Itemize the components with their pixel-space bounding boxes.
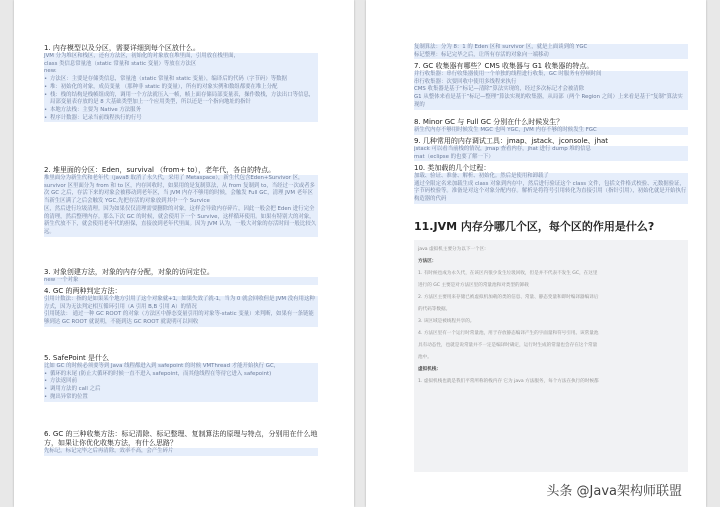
q10-line: 加载、验证、准备、解析、初始化。然后是使用和卸载了 (414, 173, 549, 179)
top-line: 标记整理：标记完毕之后，让所有存活的对象向一端移动 (414, 51, 549, 58)
grey-line: 进行的 GC 主要是对方法区里的常量池和对类型的卸载 (418, 283, 529, 288)
q1-bullet: • 栈：栈的结构是栈帧组成的，调用一个方法就压入一帧，帧上面存储局部变量表，操作数栈，方法出口等信息，局部变量表存放的是 8 大基础类型加上一个应用类型，所以还是一个指向地址的指针 (44, 92, 318, 107)
watermark: 头条 @Java架构师联盟 (546, 484, 682, 499)
question-7 (414, 62, 688, 110)
q5-bullet: • 抛出异常的位置 (44, 394, 318, 402)
q6-line: 先标记，标记完毕之后再清除，效率不高，会产生碎片 (44, 448, 318, 456)
question-6 (44, 430, 318, 456)
q5-bullet: • 循环的末尾 (防止大循环的时候一直不进入 safepoint，而其他线程在等待它进入 safepoint) (44, 371, 318, 379)
q1-line: new: (44, 68, 57, 75)
q5-bullet: • 调用方法的 call 之后 (44, 386, 318, 394)
left-document-page (14, 0, 354, 507)
q10-line: 通过全限定名来加载生成 class 对象到内存中，然后进行验证这个 class 文件，包括文件格式校验、元数据验证，字节码校验等。准备是对这个对象分配内存。解析是将符号引用转化为直接引用（指针引用），初始化就是开始执行构造器的代码 (414, 180, 687, 203)
question-1 (44, 44, 318, 122)
q7-line: CMS 收集器是基于“标记—清除”算法实现的，经过多次标记才会被清除 (414, 86, 585, 93)
q7-line: 串行收集器：次要回收中使用多线程来执行 (414, 78, 517, 85)
question-10-title: 10. 类加载的几个过程： (414, 164, 491, 172)
heading-11: 11.JVM 内存分哪几个区，每个区的作用是什么? (414, 220, 655, 233)
q2-line: 堆里面分为新生代和老年代（java8 取消了永久代，采用了 Metaspace），新生代包含Eden+Survivor 区，survivor 区里面分为 from 和 to 区，内存回收时，如果用的是复制算法，从 from 复制到 to，当经过一次或者多次 GC 之后，存活下来的对象会被移动到老年区，当 JVM 内存不够用的时候，会触发 Full GC，清理 JVM 老年区 (44, 175, 315, 197)
right-top-text (414, 44, 688, 59)
question-6-title: 6. GC 的三种收集方法：标记清除、标记整理、复制算法的原理与特点，分别用在什么地方，如果让你优化收集方法，有什么思路？ (44, 430, 318, 447)
grey-line: 1. 有时候也成为永久代，在该区内很少发生垃圾回收，但是并不代表不发生 GC，在这里 (418, 271, 598, 276)
q3-line: new 一个对象 (44, 277, 318, 285)
grey-line: 池中。 (418, 355, 432, 360)
question-5 (44, 354, 318, 402)
question-1-title: 1. 内存模型以及分区，需要详细到每个区放什么。 (44, 44, 200, 52)
q5-bullet: • 方法返回前 (44, 378, 318, 386)
q1-bullet: • 堆：初始化的对象，成员变量 （那种非 static 的变量），所有的对象实例和数组都要在堆上分配 (44, 84, 318, 92)
grey-line: 方法区： (418, 259, 437, 264)
q1-bullet: • 程序计数器：记录当前线程执行的行号 (44, 115, 318, 123)
question-2-title: 2. 堆里面的分区：Eden，survival （from+ to），老年代，各自的特点。 (44, 166, 276, 174)
grey-content-box (414, 240, 688, 472)
question-8 (414, 118, 688, 135)
q1-line: class 类信息常量池（static 常量和 static 变量）等放在方法区 (44, 60, 197, 67)
question-5-title: 5. SafePoint 是什么 (44, 354, 110, 362)
q4-line: 引用链法： 通过一种 GC ROOT 的对象（方法区中静态变量引用的对象等-static 变量）来判断，如果有一条链能够到达 GC ROOT 就说明，不能到达 GC ROOT 就说明可以回收 (44, 311, 314, 326)
q7-line: G1 从整体来看是基于“标记—整理”算法实现的收集器，从局部（两个 Region 之间）上来看是基于“复制”算法实现的 (414, 94, 683, 108)
top-line: 复制算法：分为 8：1 的 Eden 区和 survivor 区，就是上面谈到的 YGC (414, 44, 588, 50)
grey-line: 具有动态性，也就是说常量并不一定是编译时确定，运行时生成的常量也会存在这个常量 (418, 343, 598, 348)
grey-line: 4. 方法区里有一个运行时常量池，用于存放静态编译产生的字面量和符号引用。该常量池 (418, 331, 599, 336)
q1-bullet: • 本地方法栈：主要为 Native 方法服务 (44, 107, 318, 115)
q9-line: jstack 可以看当前栈的情况，jmap 查看内存，jhat 进行 dump 堆的信息 (414, 146, 591, 152)
q8-line: 新生代内存不够用时候发生 MGC 也叫 YGC，JVM 内存不够的时候发生 FGC (414, 127, 688, 135)
question-3 (44, 268, 318, 285)
question-3-title: 3. 对象创建方法，对象的内存分配，对象的访问定位。 (44, 268, 214, 276)
q2-line: 当新生区满了之后会触发 YGC,先把存活的对象放到其中一个 Survice (44, 198, 210, 205)
grey-line: 2. 方法区主要用来存储已被虚拟机加载的类的信息、常量、静态变量和即时编译器编译后 (418, 295, 599, 300)
question-9 (414, 137, 688, 161)
q2-line: 区，然后进行垃圾清理。因为如果仅仅清理需要删除的对象，这样会导致内存碎片，因此一般会把 Eden 进行完全的清理，然后整理内存。那么下次 GC 的时候，就会使用下一个 Survive，这样循环使用。如果有特别大的对象，新生代放不下，就会使用老年代的担保，直接放到老年代里面。因为 JVM 认为，一般大对象的存活时间一般比较久远。 (44, 205, 317, 235)
grey-line: 虚拟机栈： (418, 367, 441, 372)
question-7-title: 7. GC 收集器有哪些？CMS 收集器与 G1 收集器的特点。 (414, 62, 594, 70)
grey-line: 的代码等数据。 (418, 307, 451, 312)
q4-line: 引用计数法：指的是如果某个地方引用了这个对象就+1，如果失效了就-1，当为 0 就会回收但是 JVM 没有用这种方式，因为无法判定相互循环引用（A 引用 B,B 引用 A）的情况 (44, 296, 315, 310)
grey-line: 1. 虚拟机栈也就是我们平常所称的栈内存 它为 java 方法服务，每个方法在执行的时候都 (418, 379, 599, 384)
question-2 (44, 166, 318, 237)
right-document-page (366, 0, 706, 507)
question-8-title: 8. Minor GC 与 Full GC 分别在什么时候发生？ (414, 118, 564, 126)
section-heading-11 (414, 220, 688, 234)
q1-line: JVM 分为堆区和栈区，还有方法区，初始化的对象放在堆里面，引用放在栈里面， (44, 53, 239, 59)
question-9-title: 9. 几种常用的内存调试工具：jmap、jstack、jconsole、jhat (414, 137, 609, 145)
q5-line: 比如 GC 的时候必须要等到 Java 线程都进入到 safepoint 的时候 VMThread 才能开始执行 GC， (44, 363, 280, 369)
grey-line: 3. 该区域是被线程共享的。 (418, 319, 475, 324)
q9-line: mat（eclipse 的也要了解一下） (414, 153, 494, 160)
q7-line: 并行收集器：串行收集器使用一个单独的线程进行收集，GC 时服务有停顿时间 (414, 71, 602, 77)
question-4 (44, 287, 318, 327)
grey-line: java 虚拟机主要分为以下一个区: (418, 247, 486, 252)
question-10 (414, 164, 688, 204)
question-4-title: 4. GC 的两种判定方法： (44, 287, 122, 295)
q1-bullet: • 方法区：主要是存储类信息，常量池（static 常量和 static 变量），编译后的代码（字节码）等数据 (44, 76, 318, 84)
